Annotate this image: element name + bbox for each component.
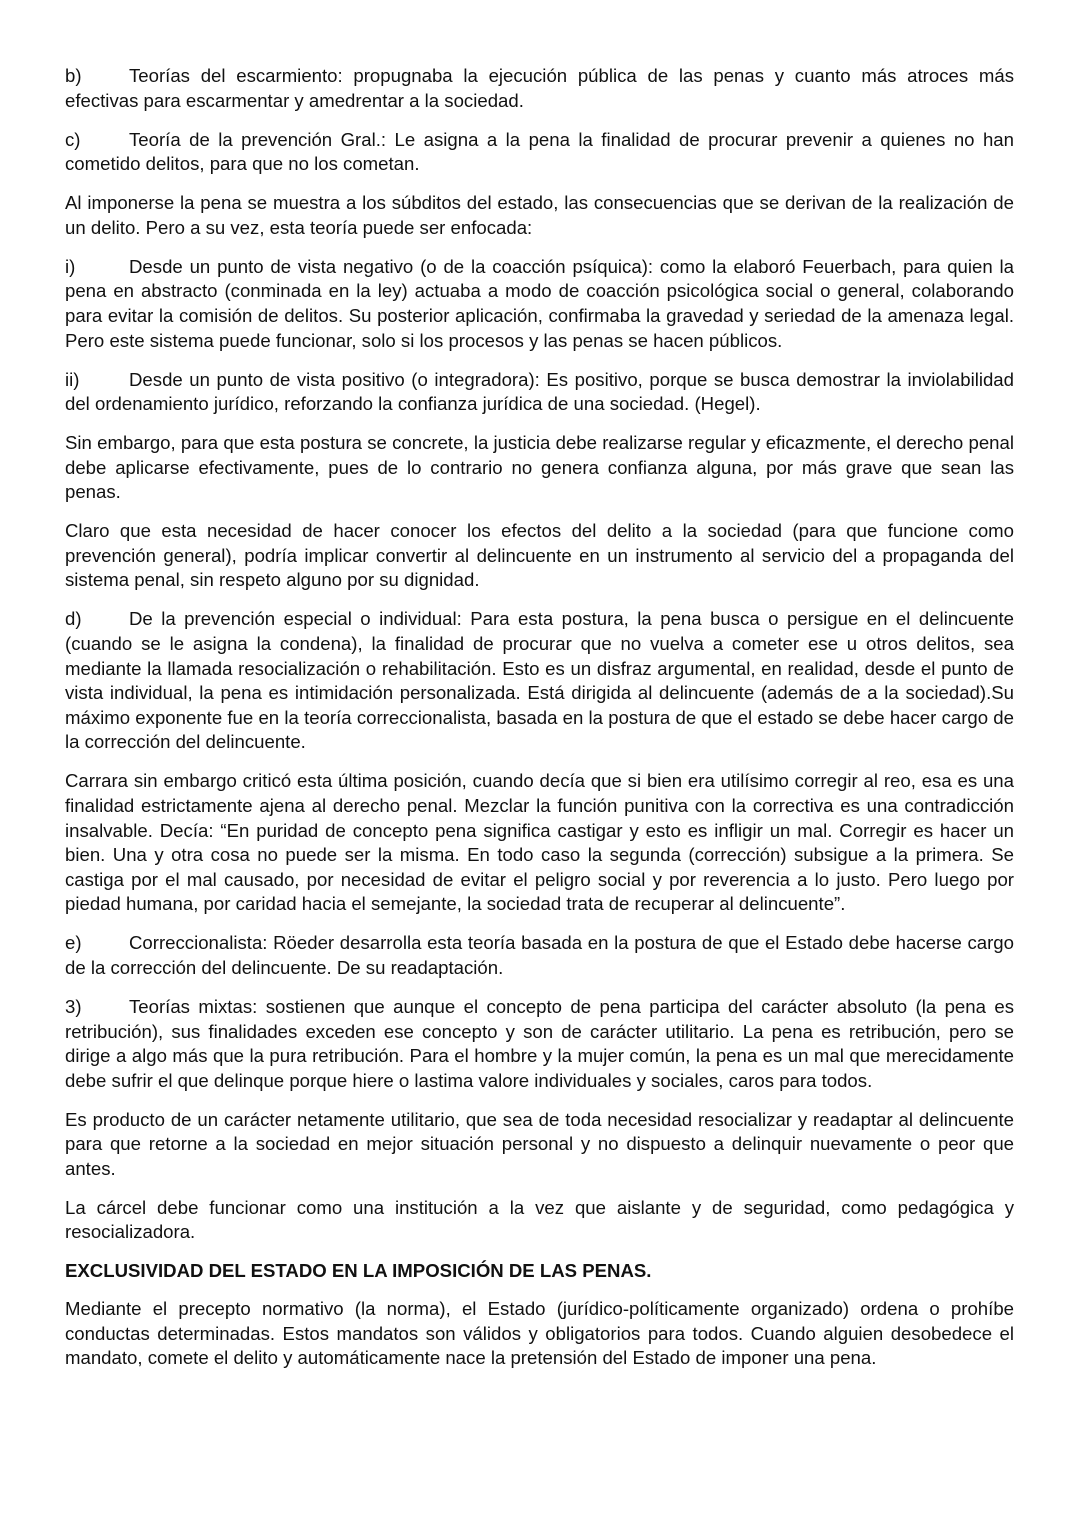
paragraph-body: Carrara sin embargo criticó esta última posición, cuando decía que si bien era utilísimo corregir al reo, esa es una finalidad estrictamente ajena al derecho penal. Mezclar la función punitiva con la correctiva es una contradicción insalvable. Decía: “En puridad de concepto pena significa castigar y esto es infligir un mal. Corregir es hacer un bien. Una y otra cosa no puede ser la misma. En todo caso la segunda (corrección) subsigue a la primera. Se castiga por el mal causado, por necesidad de evitar el peligro social y por reverencia a lo justo. Pero luego por piedad humana, por caridad hacia el semejante, la sociedad trata de recuperar al delincuente”. bbox=[65, 770, 1014, 915]
document-page bbox=[65, 64, 1014, 1385]
paragraph-b bbox=[65, 64, 1014, 113]
list-marker: e) bbox=[65, 932, 82, 954]
list-marker: i) bbox=[65, 255, 76, 277]
paragraph-c bbox=[65, 128, 1014, 177]
paragraph-3 bbox=[65, 995, 1014, 1093]
section-heading: EXCLUSIVIDAD DEL ESTADO EN LA IMPOSICIÓN DE LAS PENAS. bbox=[65, 1260, 652, 1282]
paragraph-body: La cárcel debe funcionar como una institución a la vez que aislante y de seguridad, como pedagógica y resocializadora. bbox=[65, 1196, 1014, 1243]
paragraph-closing: Mediante el precepto normativo (la norma), el Estado (jurídico-políticamente organizado) ordena o prohíbe conductas determinadas. Estos mandatos son válidos y obligatorios para todos. Cuando alguien desobedece el mandato, comete el delito y automáticamente nace la pretensión del Estado de imponer una pena. bbox=[65, 1298, 1014, 1369]
paragraph-text: Correccionalista: Röeder desarrolla esta teoría basada en la postura de que el Estado debe hacerse cargo de la corrección del delincuente. De su readaptación. bbox=[65, 932, 1014, 978]
list-marker: d) bbox=[65, 608, 82, 630]
paragraph-e bbox=[65, 931, 1014, 980]
paragraph-ii bbox=[65, 368, 1014, 417]
list-marker: c) bbox=[65, 128, 81, 150]
list-marker: ii) bbox=[65, 368, 80, 390]
paragraph-text: Teoría de la prevención Gral.: Le asigna a la pena la finalidad de procurar prevenir a quienes no han cometido delitos, para que no los cometan. bbox=[65, 128, 1014, 175]
paragraph-text: Desde un punto de vista negativo (o de la coacción psíquica): como la elaboró Feuerbach, para quien la pena en abstracto (conminada en la ley) actuaba a modo de coacción psicológica social o general, colaborando para evitar la comisión de delitos. Su posterior aplicación, confirmaba la gravedad y seriedad de la amenaza legal. Pero este sistema puede funcionar, solo si los procesos y las penas se hacen públicos. bbox=[65, 255, 1014, 351]
paragraph-text: Teorías mixtas: sostienen que aunque el concepto de pena participa del carácter absoluto (la pena es retribución), sus finalidades exceden ese concepto y son de carácter utilitario. La pena es retribución, pero se dirige a algo más que la pura retribución. Para el hombre y la mujer común, la pena es un mal que merecidamente debe sufrir el que delinque porque hiere o lastima valore individuales y sociales, caros para todos. bbox=[65, 995, 1014, 1091]
paragraph-body: Es producto de un carácter netamente utilitario, que sea de toda necesidad resocializar y readaptar al delincuente para que retorne a la sociedad en mejor situación personal y no dispuesto a delinquir nuevamente o peor que antes. bbox=[65, 1108, 1014, 1179]
paragraph-d bbox=[65, 607, 1014, 755]
paragraph-body: Al imponerse la pena se muestra a los súbditos del estado, las consecuencias que se derivan de la realización de un delito. Pero a su vez, esta teoría puede ser enfocada: bbox=[65, 192, 1014, 238]
list-marker: 3) bbox=[65, 995, 82, 1017]
paragraph-text: De la prevención especial o individual: Para esta postura, la pena busca o persigue en el delincuente (cuando se le asigna la condena), la finalidad de procurar que no vuelva a cometer ese u otros delitos, sea mediante la llamada resocialización o rehabilitación. Esto es un disfraz argumental, en realidad, desde el punto de vista individual, la pena es intimidación personalizada. Está dirigida al delincuente (además de a la sociedad).Su máximo exponente fue en la teoría correccionalista, basada en la postura de que el estado se debe hacer cargo de la corrección del delincuente. bbox=[65, 608, 1014, 753]
paragraph-text: Teorías del escarmiento: propugnaba la ejecución pública de las penas y cuanto más atroces más efectivas para escarmentar y amedrentar a la sociedad. bbox=[65, 65, 1014, 111]
list-marker: b) bbox=[65, 65, 82, 86]
paragraph-i bbox=[65, 255, 1014, 353]
paragraph-body: Claro que esta necesidad de hacer conocer los efectos del delito a la sociedad (para que funcione como prevención general), podría implicar convertir al delincuente en un instrumento al servicio del a propaganda del sistema penal, sin respeto alguno por su dignidad. bbox=[65, 520, 1014, 591]
paragraph-body: Sin embargo, para que esta postura se concrete, la justicia debe realizarse regular y eficazmente, el derecho penal debe aplicarse efectivamente, pues de lo contrario no genera confianza alguna, por más grave que sean las penas. bbox=[65, 432, 1014, 503]
paragraph-text: Desde un punto de vista positivo (o integradora): Es positivo, porque se busca demostrar la inviolabilidad del ordenamiento jurídico, reforzando la confianza jurídica de una sociedad. (Hegel). bbox=[65, 368, 1014, 415]
